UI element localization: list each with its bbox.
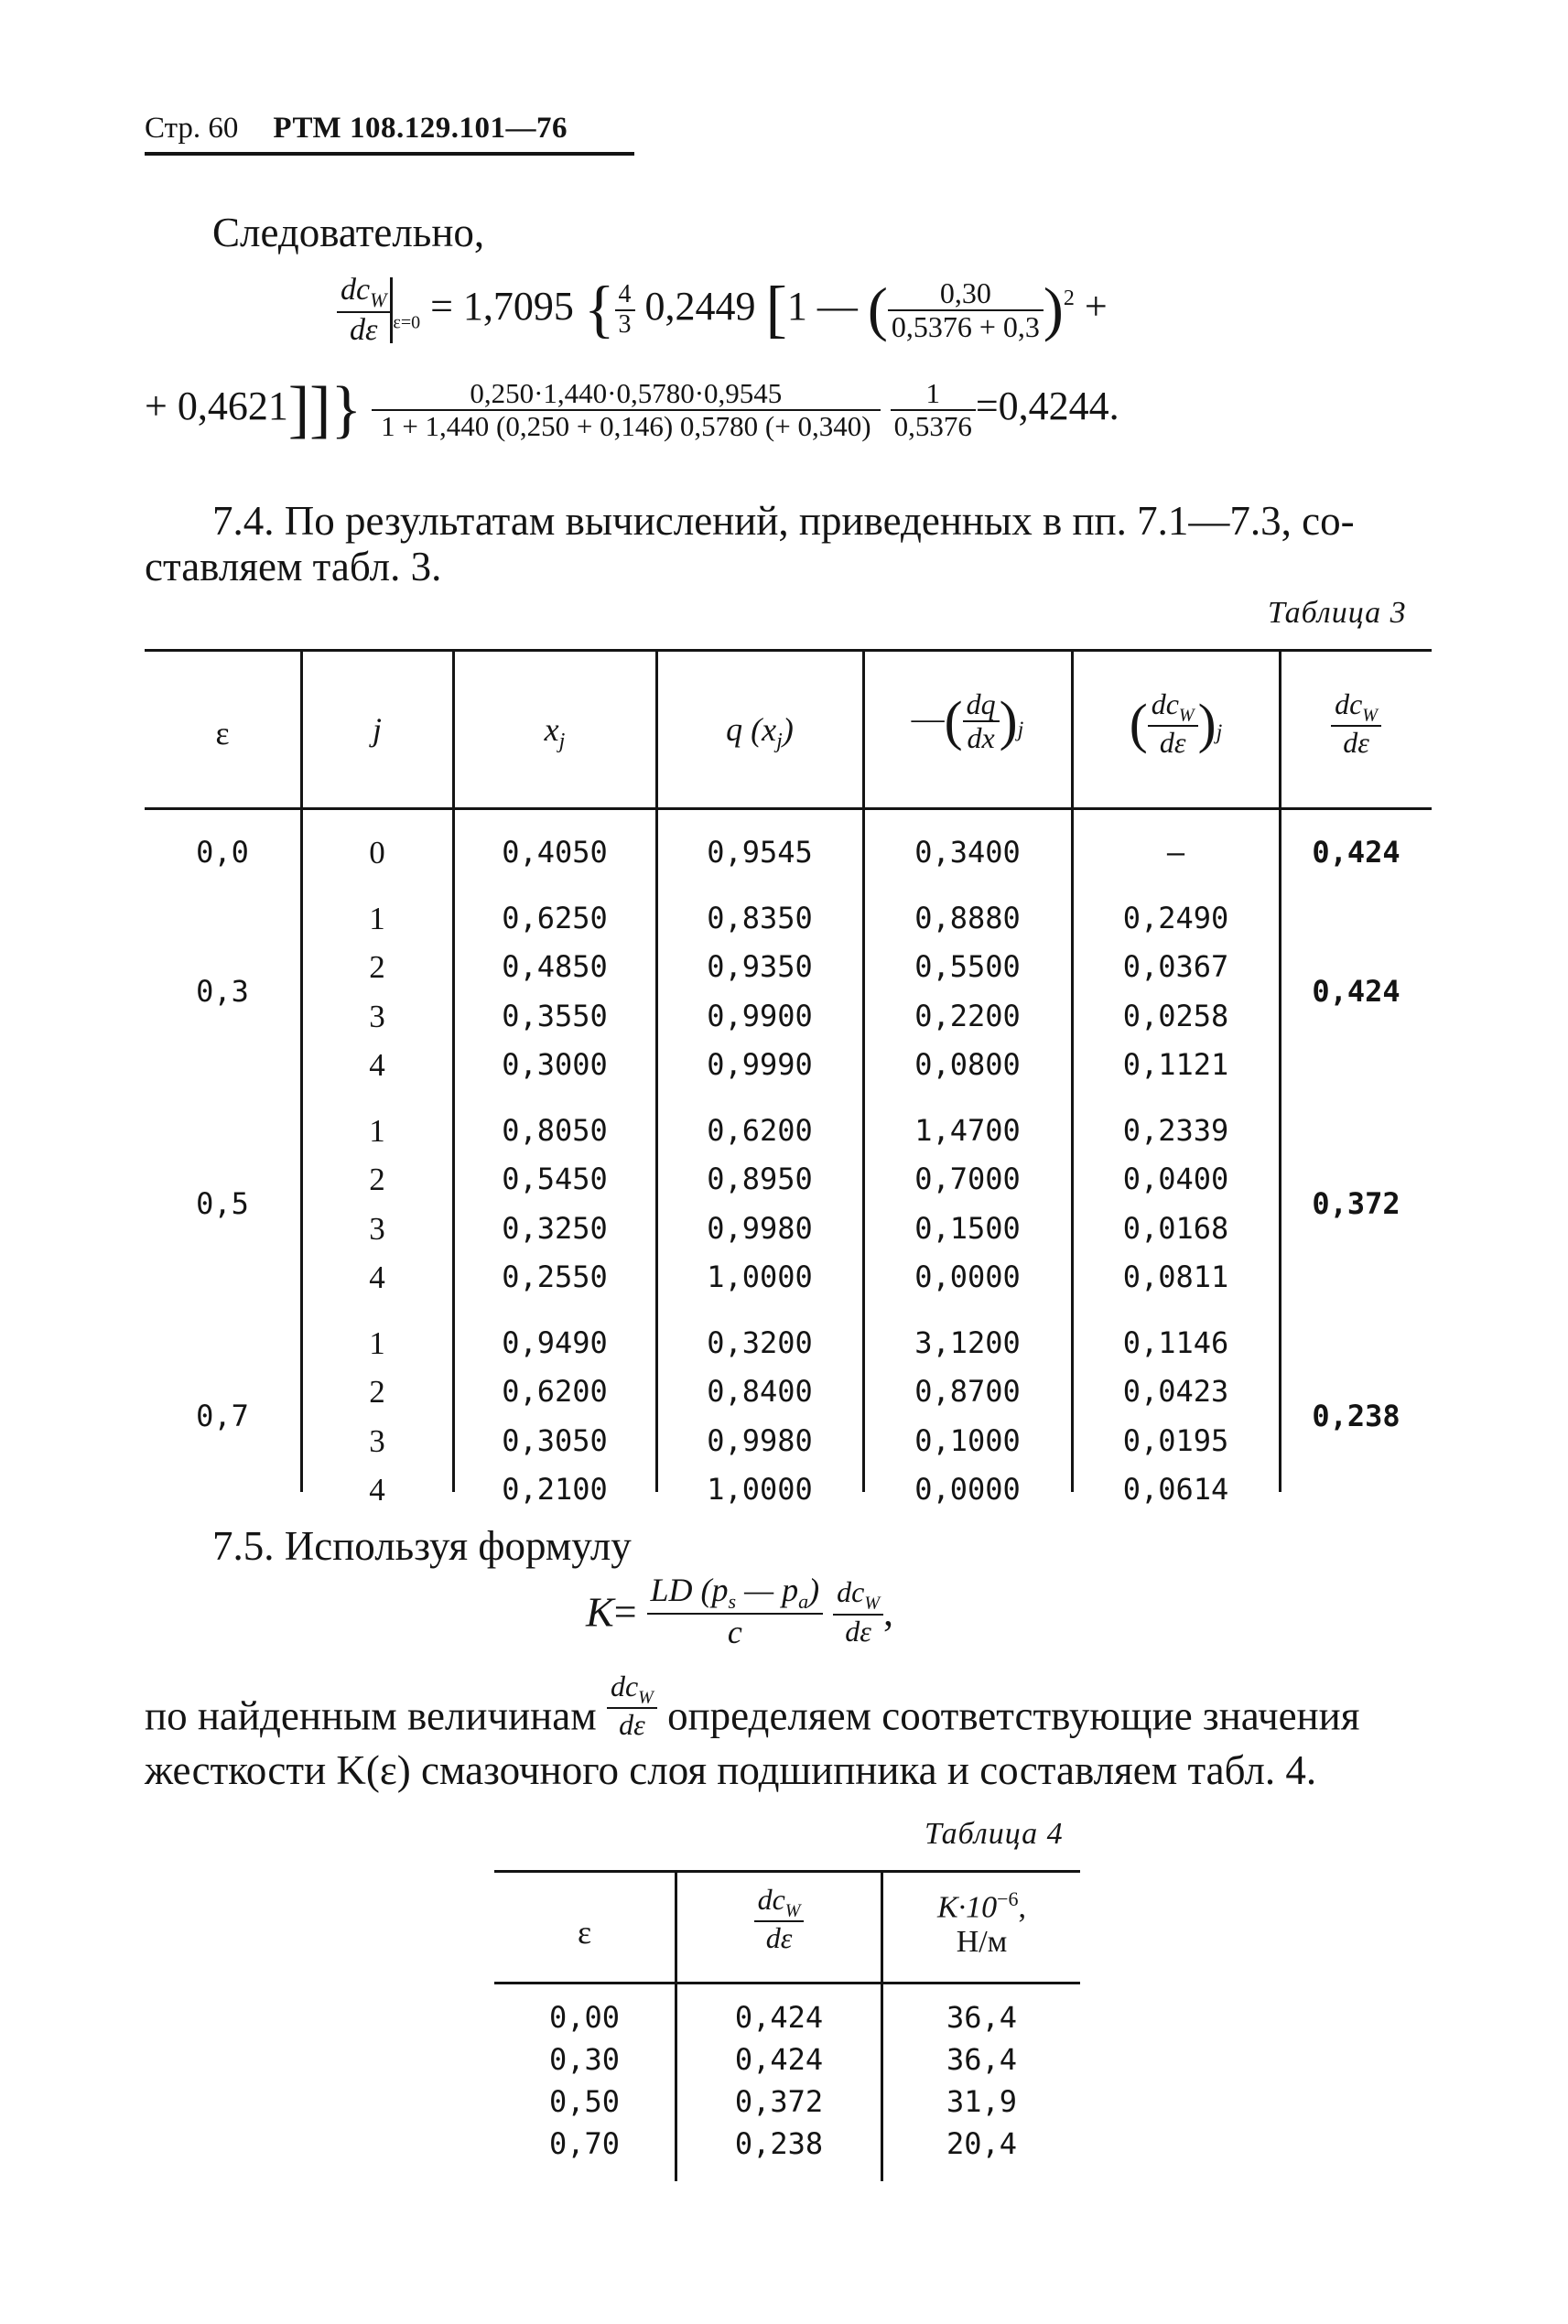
t4-header-k: $K\cdot 10^{-6}$, Н/м <box>936 1887 1027 1960</box>
table-4-cell: 31,9 <box>946 2084 1018 2119</box>
table-3-cell: 1,0000 <box>707 1472 813 1507</box>
table-3-cell: 0,9900 <box>707 998 813 1033</box>
table-4-caption: Таблица 4 <box>925 1817 1064 1851</box>
table-3-cell: 3,1200 <box>914 1324 1021 1360</box>
table-3-cell: 0,8050 <box>502 1112 608 1148</box>
table-3-eps: 0,0 <box>196 835 249 870</box>
header-rule <box>145 152 634 156</box>
table-3-cell: 0,6250 <box>502 900 608 935</box>
table-3-cell: 4 <box>369 1472 385 1508</box>
table-3-cell: 1,0000 <box>707 1259 813 1294</box>
table-3-cell: 0,9350 <box>707 949 813 984</box>
table-3-cell: 3 <box>369 1210 385 1247</box>
formula-result: =0,4244. <box>975 384 1119 429</box>
formula-1-line-2: + 0,4621]]} $\frac{0,250\cdot 1,440\cdot 0,5780\cdot 0,9545}{1 + 1,440 (0,250 + 0,146) 0,5780 (+ 0,340)}$ $\frac{1}{0,5376}$ =0,4244. <box>145 374 1119 445</box>
table-3-cell: 3 <box>369 1422 385 1459</box>
table-3-cell: 0,4050 <box>502 835 608 870</box>
header-dcw: $\frac{dc_W}{d\varepsilon}$ <box>1281 688 1432 760</box>
table-3-cell: 0,3200 <box>707 1324 813 1360</box>
t4-header-dcw: $\frac{dc_W}{d\varepsilon}$ <box>677 1884 881 1955</box>
header-eps: ε <box>215 715 230 751</box>
table-3-cell: 0,0195 <box>1122 1422 1229 1458</box>
table-3-cell: — <box>1166 835 1185 870</box>
table-3-cell: 0,8400 <box>707 1374 813 1409</box>
table-3-cell: 0,3550 <box>502 998 608 1033</box>
table-3-cell: 0,9990 <box>707 1047 813 1082</box>
lhs-derivative: $\frac{dc_W}{d\varepsilon}$ <box>337 273 390 347</box>
header-j: j <box>372 711 382 748</box>
table-3-eps: 0,7 <box>196 1398 249 1433</box>
table-3-cell: 0,9980 <box>707 1422 813 1458</box>
formula-2-derivative: $\frac{dc_W}{d\varepsilon}$ <box>833 1576 883 1648</box>
table-3-cell: 1 <box>369 900 385 936</box>
table-3-cell: 0,3400 <box>914 835 1021 870</box>
paragraph-7-4-line-2: ставляем табл. 3. <box>145 544 442 589</box>
table-4-cell: 0,00 <box>548 2000 621 2035</box>
header-dqdx: —( $\frac{dq}{dx}$ )$_j$ <box>911 687 1024 755</box>
table-3-cell: 2 <box>369 1162 385 1197</box>
formula-2: K= $\frac{LD (p_s — p_a)}{c}$ $\frac{dc_W}{d\varepsilon}$ , <box>586 1572 893 1651</box>
table-3-cell: 0,5500 <box>914 949 1021 984</box>
table-3-cell: 0,5450 <box>502 1162 608 1196</box>
table-3-cell: 0,0423 <box>1122 1374 1229 1409</box>
table-3-cell: 1 <box>369 1112 385 1149</box>
table-3-cell: 0,1000 <box>914 1422 1021 1458</box>
table-4-cell: 0,70 <box>548 2126 621 2161</box>
table-3-cell: 0,7000 <box>914 1162 1021 1196</box>
table-4-cell: 20,4 <box>946 2126 1018 2161</box>
table-3-cell: 0,3250 <box>502 1210 608 1246</box>
power: 2 <box>1063 286 1075 311</box>
plus-sign: + <box>1084 283 1108 329</box>
table-4-cell: 36,4 <box>946 2000 1018 2035</box>
table-3-caption: Таблица 3 <box>1268 596 1407 630</box>
table-3-cell: 4 <box>369 1259 385 1295</box>
table-4-cell: 0,30 <box>548 2042 621 2077</box>
paragraph-7-4-line-1: 7.4. По результатам вычислений, приведенных в пп. 7.1—7.3, со- <box>212 498 1355 544</box>
last-fraction: $\frac{1}{0,5376}$ <box>891 378 976 442</box>
table-3-cell: 0,2550 <box>502 1259 608 1294</box>
t4-header-eps: ε <box>577 1914 592 1951</box>
table-3-cell: 0,4850 <box>502 949 608 984</box>
table-3-cell: 0,6200 <box>502 1374 608 1409</box>
table-3-cell: 0 <box>369 835 385 870</box>
table-3-cell: 0,8700 <box>914 1374 1021 1409</box>
formula-eq: = 1,7095 <box>430 283 574 329</box>
table-3-cell: 2 <box>369 949 385 985</box>
document-code: РТМ 108.129.101—76 <box>273 112 568 145</box>
table-4-cell: 0,424 <box>734 2042 824 2077</box>
table-3-result: 0,424 <box>1312 835 1400 870</box>
table-3-cell: 0,2339 <box>1122 1112 1229 1148</box>
table-3-cell: 2 <box>369 1374 385 1410</box>
table-3-cell: 4 <box>369 1047 385 1083</box>
table-3-cell: 0,3050 <box>502 1422 608 1458</box>
formula-2-fraction: $\frac{LD (p_s — p_a)}{c}$ <box>647 1573 824 1651</box>
table-3-cell: 0,2100 <box>502 1472 608 1507</box>
table-3-cell: 0,0367 <box>1122 949 1229 984</box>
frac-four-thirds: $\frac{4}{3}$ <box>615 281 635 340</box>
table-3-cell: 0,1121 <box>1122 1047 1229 1082</box>
table-3-top-rule <box>145 649 1432 652</box>
paragraph-found: по найденным величинам $\frac{dc_W}{d\varepsilon}$ определяем соответствующие значения <box>145 1670 1360 1742</box>
table-3-cell: 1,4700 <box>914 1112 1021 1148</box>
table-3-cell: 0,3000 <box>502 1047 608 1082</box>
inline-derivative: $\frac{dc_W}{d\varepsilon}$ <box>607 1670 657 1742</box>
table-3-header-rule <box>145 807 1432 810</box>
table-3-cell: 0,0800 <box>914 1047 1021 1082</box>
table-4-cell: 0,50 <box>548 2084 621 2119</box>
table-3-cell: 0,8350 <box>707 900 813 935</box>
table-3-cell: 3 <box>369 998 385 1034</box>
inner-fraction: $\frac{0,30}{0,5376 + 0,3}$ <box>888 277 1044 343</box>
formula-1-line-1: $\frac{dc_W}{d\varepsilon}$ $_{\varepsilon=0}$ = 1,7095 { $\frac{4}{3}$ 0,2449 [1 — ( $\frac{0,30}{0,5376 + 0,3}$ )$^2$ + <box>337 273 1108 347</box>
table-3-cell: 0,0168 <box>1122 1210 1229 1246</box>
big-fraction: $\frac{0,250\cdot 1,440\cdot 0,5780\cdot 0,9545}{1 + 1,440 (0,250 + 0,146) 0,5780 (+ 0,340)}$ <box>372 378 881 442</box>
table-3-result: 0,238 <box>1312 1398 1400 1433</box>
page-header <box>145 112 568 146</box>
therefore-text: Следовательно, <box>212 210 485 255</box>
coef: 0,2449 <box>644 283 756 329</box>
page-label: Стр. 60 <box>145 112 239 145</box>
table-3-cell: 0,0000 <box>914 1259 1021 1294</box>
table-3-cell: 0,9490 <box>502 1324 608 1360</box>
table-3-cell: 0,8880 <box>914 900 1021 935</box>
table-3-cell: 0,2200 <box>914 998 1021 1033</box>
table-3-eps: 0,5 <box>196 1185 249 1221</box>
table-3-cell: 0,6200 <box>707 1112 813 1148</box>
table-3-eps: 0,3 <box>196 973 249 1009</box>
table-3-result: 0,372 <box>1312 1185 1400 1221</box>
table-3-cell: 0,9545 <box>707 835 813 870</box>
table-3-cell: 1 <box>369 1324 385 1361</box>
header-dcw-j: ( $\frac{dc_W}{d\varepsilon}$ )$_j$ <box>1129 687 1223 760</box>
table-3-result: 0,424 <box>1312 973 1400 1009</box>
table-3-cell: 0,0811 <box>1122 1259 1229 1294</box>
one-minus: 1 — <box>786 283 858 329</box>
table-4-cell: 0,372 <box>734 2084 824 2119</box>
table-3-cell: 0,0000 <box>914 1472 1021 1507</box>
line2-start: + 0,4621 <box>145 384 288 429</box>
table-4-cell: 0,424 <box>734 2000 824 2035</box>
eval-point: ε=0 <box>393 312 421 333</box>
paragraph-7-5: 7.5. Используя формулу <box>212 1523 632 1569</box>
table-3-cell: 0,9980 <box>707 1210 813 1246</box>
table-3-cell: 0,0614 <box>1122 1472 1229 1507</box>
table-3-cell: 0,0258 <box>1122 998 1229 1033</box>
table-4-cell: 36,4 <box>946 2042 1018 2077</box>
header-x: $x_j$ <box>544 711 566 754</box>
table-3-cell: 0,1500 <box>914 1210 1021 1246</box>
table-3-cell: 0,8950 <box>707 1162 813 1196</box>
paragraph-stiffness: жесткости K(ε) смазочного слоя подшипника и составляем табл. 4. <box>145 1747 1317 1793</box>
table-3-cell: 0,1146 <box>1122 1324 1229 1360</box>
table-3-cell: 0,2490 <box>1122 900 1229 935</box>
header-q: q $(x_j)$ <box>726 711 794 754</box>
table-3-cell: 0,0400 <box>1122 1162 1229 1196</box>
table-4-cell: 0,238 <box>734 2126 824 2161</box>
